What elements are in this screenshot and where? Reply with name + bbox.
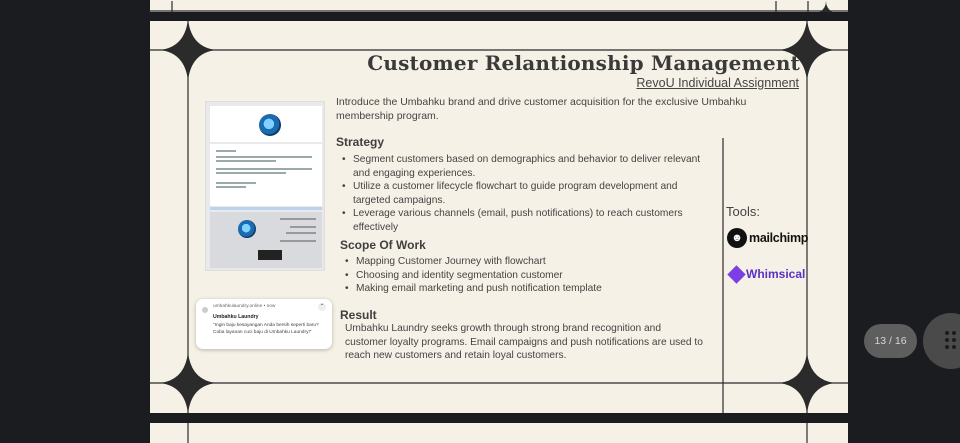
list-item: • Utilize a customer lifecycle flowchart to guide program development and targeted campaigns. (342, 180, 710, 207)
brand-logo-icon (238, 220, 256, 238)
push-app-name: umbahkulaundry.online • now (213, 304, 276, 309)
slide-menu-button[interactable] (923, 313, 960, 369)
mailchimp-wordmark: mailchimp (749, 231, 809, 245)
previous-slide-edge[interactable] (150, 0, 848, 12)
email-cta-badge (258, 250, 282, 260)
strategy-list (342, 153, 710, 234)
slide-subtitle-link[interactable]: RevoU Individual Assignment (636, 76, 799, 90)
mailchimp-logo (727, 228, 808, 248)
push-message: "Ingin baju kesayangan Anda bersih seperti baru? Coba layanan cuci baju di Umbahku Laundry!" (213, 323, 319, 335)
scope-list (345, 255, 705, 296)
mailchimp-icon: ☻ (727, 228, 747, 248)
app-icon (202, 307, 208, 313)
previous-slide-decoration (150, 1, 848, 12)
list-item: • Choosing and identity segmentation customer (345, 269, 705, 283)
page-indicator: 13 / 16 (864, 324, 917, 358)
current-slide (150, 21, 848, 413)
push-notification-preview (196, 299, 332, 349)
scope-heading: Scope Of Work (340, 238, 426, 252)
next-slide-edge[interactable] (150, 423, 848, 443)
tools-label: Tools: (726, 204, 760, 219)
list-item: • Leverage various channels (email, push notifications) to reach customers effectively (342, 207, 710, 234)
result-heading: Result (340, 308, 377, 322)
chevron-up-icon: ⌃ (319, 304, 325, 310)
slide-title: Customer Relantionship Management (367, 51, 800, 75)
strategy-heading: Strategy (336, 135, 385, 149)
list-item: • Segment customers based on demographics and behavior to deliver relevant and engaging experiences. (342, 153, 710, 180)
next-slide-decoration (150, 423, 848, 443)
email-template-preview (205, 101, 325, 271)
intro-text: Introduce the Umbahku brand and drive customer acquisition for the exclusive Umbahku membership program. (336, 96, 747, 122)
list-item: • Making email marketing and push notification template (345, 282, 705, 296)
result-text: Umbahku Laundry seeks growth through strong brand recognition and customer loyalty programs. Email campaigns and push notifications are used to reach new customers and retain loyal customers. (345, 323, 703, 361)
brand-logo-icon (259, 114, 281, 136)
push-title: Umbahku Laundry (213, 314, 259, 320)
grid-dots-icon (945, 331, 957, 351)
whimsical-wordmark: Whimsical (746, 267, 806, 281)
list-item: • Mapping Customer Journey with flowchart (345, 255, 705, 269)
whimsical-icon (727, 265, 745, 283)
whimsical-logo (730, 267, 805, 281)
